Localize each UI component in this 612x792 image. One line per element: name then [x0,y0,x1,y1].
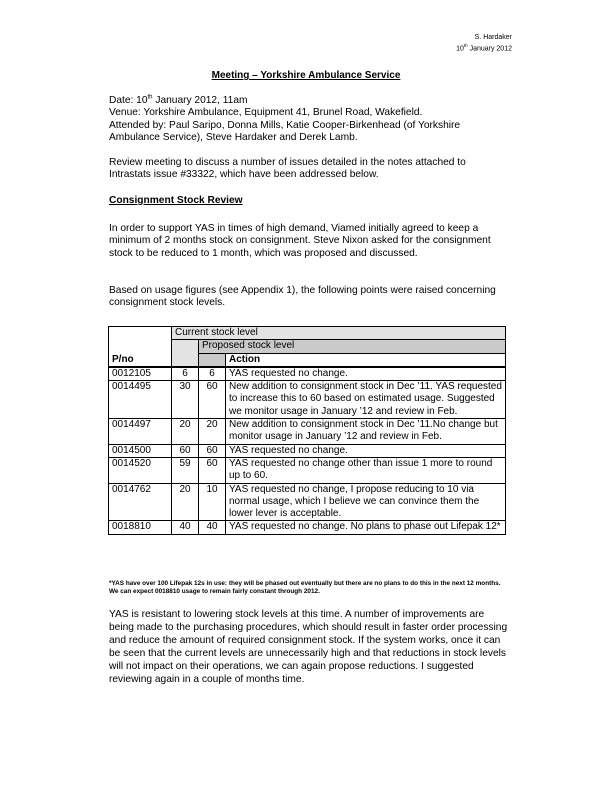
table-row [109,367,506,381]
cell-pno: 0018810 [109,521,172,534]
cell-action: YAS requested no change. [226,444,506,457]
cell-proposed: 40 [199,521,226,534]
cell-action: YAS requested no change, I propose reducing to 10 via normal usage, which I believe we can convince them the lower lever is acceptable. [226,483,506,521]
cell-pno: 0014520 [109,457,172,483]
cell-current: 6 [172,367,199,381]
header-current-spacer [172,340,199,367]
header-pno: P/no [109,327,172,367]
table-row [109,381,506,419]
cell-action: YAS requested no change other than issue 1 more to round up to 60. [226,457,506,483]
header-current: Current stock level [172,327,506,340]
cell-pno: 0012105 [109,367,172,381]
table-row [109,419,506,445]
cell-action: YAS requested no change. No plans to phase out Lifepak 12* [226,521,506,534]
cell-action: New addition to consignment stock in Dec ’11.No change but monitor usage in January ’12 and review in Feb. [226,419,506,445]
cell-current: 59 [172,457,199,483]
header-proposed: Proposed stock level [199,340,506,353]
meeting-attendees: Attended by: Paul Saripo, Donna Mills, Katie Cooper-Birkenhead (of Yorkshire Ambulance Service), Steve Hardaker and Derek Lamb. [109,119,461,144]
cell-pno: 0014500 [109,444,172,457]
cell-current: 60 [172,444,199,457]
cell-current: 30 [172,381,199,419]
stock-table [108,326,506,535]
cell-current: 40 [172,521,199,534]
table-row [109,444,506,457]
intro-paragraph: Review meeting to discuss a number of issues detailed in the notes attached to Intrastats issue #33322, which have been addressed below. [109,157,466,181]
cell-action: New addition to consignment stock in Dec ’11. YAS requested to increase this to 60 based on estimated usage. Suggested we monitor usage in January ’12 and review in Feb. [226,381,506,419]
closing-paragraph: YAS is resistant to lowering stock levels at this time. A number of improvements are being made to the purchasing procedures, which should result in faster order processing and reduce the amount of required consignment stock. If the system works, once it can be seen that the current levels are unnecessarily high and that reductions in stock levels will not impact on their operations, we can again propose reductions. I suggested reviewing again in a couple of months time. [109,609,508,685]
header-proposed-spacer [199,353,226,367]
header-action: Action [226,353,506,367]
table-row [109,521,506,534]
cell-proposed: 6 [199,367,226,381]
page-header [456,34,512,53]
cell-pno: 0014495 [109,381,172,419]
table-footnote: *YAS have over 100 Lifepak 12s in use: they will be phased out eventually but there are no plans to do this in the next 12 months. We can expect 0018810 usage to remain fairly constant through 2012. [109,580,501,595]
cell-proposed: 20 [199,419,226,445]
author: S. Hardaker [474,34,512,41]
cell-proposed: 60 [199,381,226,419]
section-paragraph-1: In order to support YAS in times of high demand, Viamed initially agreed to keep a minimum of 2 months stock on consignment. Steve Nixon asked for the consignment stock to be reduced to 1 month, which was proposed and discussed. [109,223,491,259]
header-date: 10th January 2012 [456,43,512,53]
table-row [109,457,506,483]
cell-action: YAS requested no change. [226,367,506,381]
meeting-date: Date: 10th January 2012, 11am [109,94,248,106]
meeting-venue: Venue: Yorkshire Ambulance, Equipment 41, Brunel Road, Wakefield. [109,107,423,119]
cell-current: 20 [172,483,199,521]
meeting-details [109,95,509,145]
cell-proposed: 10 [199,483,226,521]
cell-proposed: 60 [199,457,226,483]
cell-proposed: 60 [199,444,226,457]
cell-pno: 0014497 [109,419,172,445]
cell-pno: 0014762 [109,483,172,521]
table-header-row-1 [109,327,506,340]
table-row [109,483,506,521]
cell-current: 20 [172,419,199,445]
section-heading: Consignment Stock Review [109,195,243,206]
page-title: Meeting – Yorkshire Ambulance Service [211,70,401,81]
section-paragraph-2: Based on usage figures (see Appendix 1), the following points were raised concerning consignment stock levels. [109,285,496,309]
